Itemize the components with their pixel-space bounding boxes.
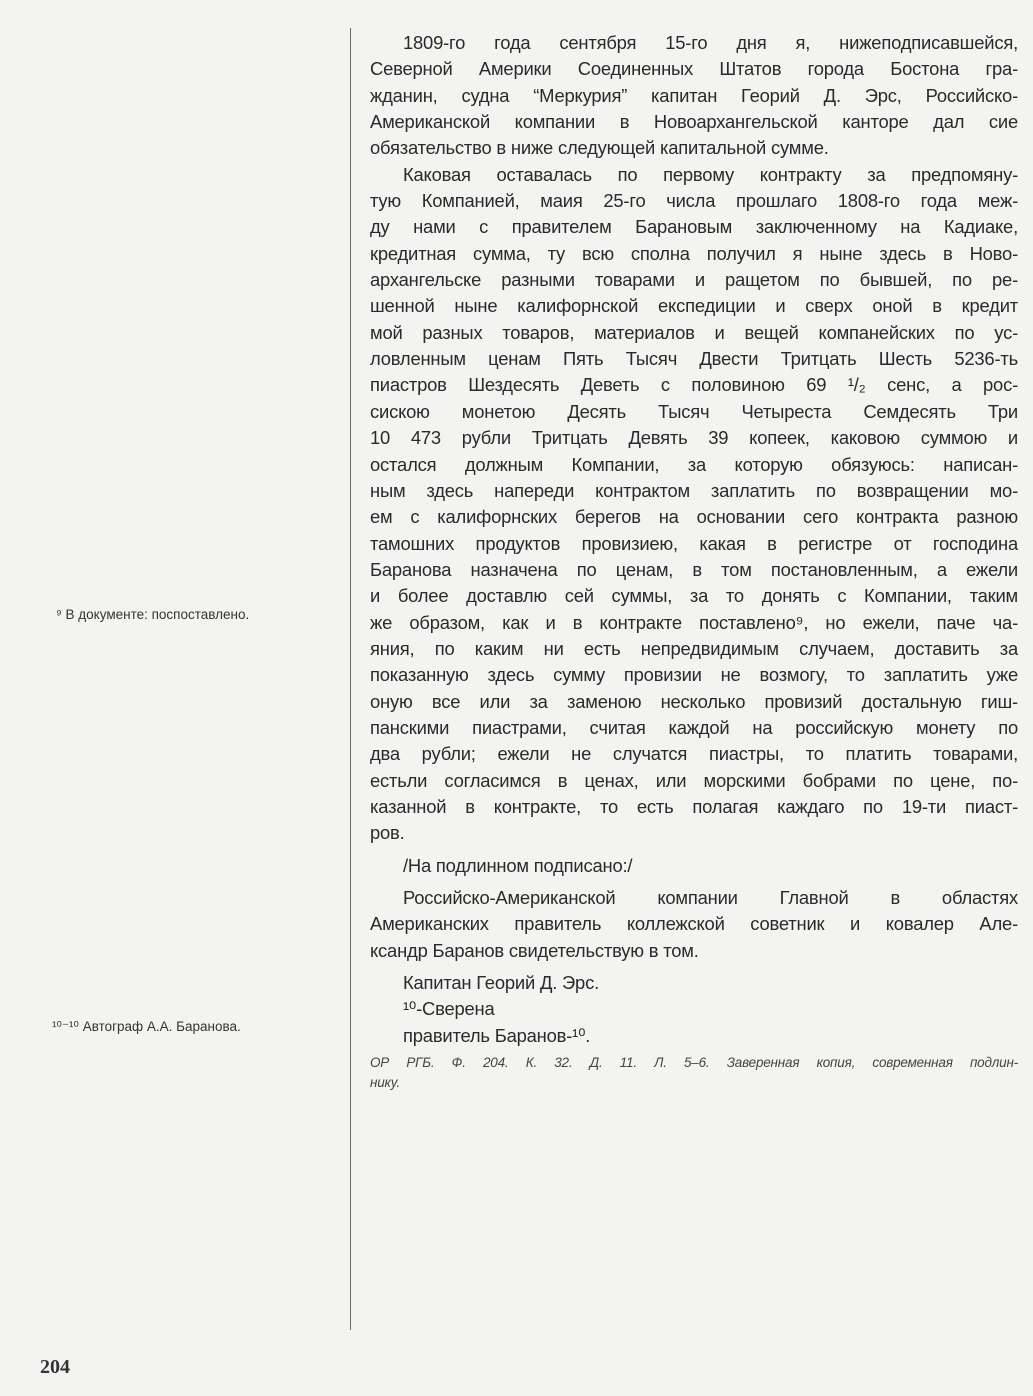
- text-line: Российско-Американской компании Главной в областях: [403, 887, 1018, 908]
- text-line: жданин, судна “Меркурия” капитан Георий Д. Эрс, Российско-: [370, 84, 1018, 106]
- text-line: показанную здесь сумму провизии не возмогу, то заплатить уже: [370, 664, 1018, 686]
- text-line: Баранова назначена по ценам, в том постановленным, а ежели: [370, 558, 1018, 580]
- text-line: тую Компанией, маия 25-го числа прошлаго 1808-го года меж-: [370, 190, 1018, 212]
- footnote-9: ⁹ В документе: поспоставлено.: [56, 607, 250, 622]
- text-line: 1809-го года сентября 15-го дня я, нижеподписавшейся,: [403, 32, 1018, 53]
- text-line: казанной в контракте, то есть полагая каждаго по 19-ти пиаст-: [370, 795, 1018, 817]
- paragraph: [370, 885, 1018, 964]
- text-line: 10 473 рубли Тритцать Девять 39 копеек, каковою суммою и: [370, 427, 1018, 449]
- paragraph: [370, 162, 1018, 847]
- source-line: нику.: [370, 1075, 400, 1091]
- text-line: /На подлинном подписано:/: [403, 854, 633, 876]
- signatures: [370, 970, 1018, 1049]
- text-line: пиастров Шездесять Деветь с половиною 69 ¹/₂ сенс, а рос-: [370, 374, 1018, 396]
- page-number: 204: [40, 1356, 70, 1378]
- text-line: шенной ныне калифорнской експедиции и сверх оной в кредит: [370, 295, 1018, 317]
- text-line: кредитная сумма, ту всю сполна получил я ныне здесь в Ново-: [370, 242, 1018, 264]
- paragraph: [370, 853, 1018, 879]
- text-line: ксандр Баранов свидетельствую в том.: [370, 939, 699, 961]
- source-line: ОР РГБ. Ф. 204. К. 32. Д. 11. Л. 5–6. Заверенная копия, современная подлин-: [370, 1055, 1018, 1071]
- text-line: тамошних продуктов провизиею, какая в регистре от господина: [370, 532, 1018, 554]
- text-line: яния, по каким ни есть непредвидимым случаем, доставить за: [370, 637, 1018, 659]
- text-line: естьли согласимся в ценах, или морскими бобрами по цене, по-: [370, 769, 1018, 791]
- text-line: панскими пиастрами, считая каждой на российскую монету по: [370, 716, 1018, 738]
- text-line: оную все или за заменою несколько провизий достальную гиш-: [370, 690, 1018, 712]
- text-line: сискою монетою Десять Тысяч Четыреста Семдесять Три: [370, 400, 1018, 422]
- text-line: ем с калифорнских берегов на основании сего контракта разною: [370, 506, 1018, 528]
- text-line: же образом, как и в контракте поставлено⁹, но ежели, паче ча-: [370, 611, 1018, 633]
- text-line: Северной Америки Соединенных Штатов города Бостона гра-: [370, 58, 1018, 80]
- signature-line: Капитан Георий Д. Эрс.: [403, 972, 599, 994]
- text-line: обязательство в ниже следующей капитальной сумме.: [370, 137, 829, 159]
- text-line: Американской компании в Новоархангельской канторе дал сие: [370, 111, 1018, 133]
- text-line: Американских правитель коллежской советник и ковалер Але-: [370, 913, 1018, 935]
- paragraph: [370, 30, 1018, 162]
- text-line: ду нами с правителем Барановым заключенному на Кадиаке,: [370, 216, 1018, 238]
- footnote-10: ¹⁰⁻¹⁰ Автограф А.А. Баранова.: [52, 1019, 241, 1034]
- text-line: два рубли; ежели не случатся пиастры, то платить товарами,: [370, 743, 1018, 765]
- signature-line: правитель Баранов-¹⁰.: [403, 1024, 591, 1046]
- text-line: мой разных товаров, материалов и вещей компанейских по ус-: [370, 321, 1018, 343]
- text-line: остался должным Компании, за которую обязуюсь: написан-: [370, 453, 1018, 475]
- main-text: [370, 30, 1018, 1093]
- text-line: ров.: [370, 822, 405, 844]
- column-divider: [350, 28, 351, 1330]
- text-line: ным здесь напереди контрактом заплатить по возвращении мо-: [370, 479, 1018, 501]
- archival-source: [370, 1053, 1018, 1093]
- text-line: ловленным ценам Пять Тысяч Двести Тритцать Шесть 5236-ть: [370, 348, 1018, 370]
- text-line: Каковая оставалась по первому контракту за предпомяну-: [403, 163, 1018, 185]
- text-line: архангельске разными товарами и ращетом по бывшей, по ре-: [370, 269, 1018, 291]
- text-line: и более доставлю сей суммы, за то донять с Компании, таким: [370, 585, 1018, 607]
- signature-line: ¹⁰-Сверена: [403, 998, 495, 1020]
